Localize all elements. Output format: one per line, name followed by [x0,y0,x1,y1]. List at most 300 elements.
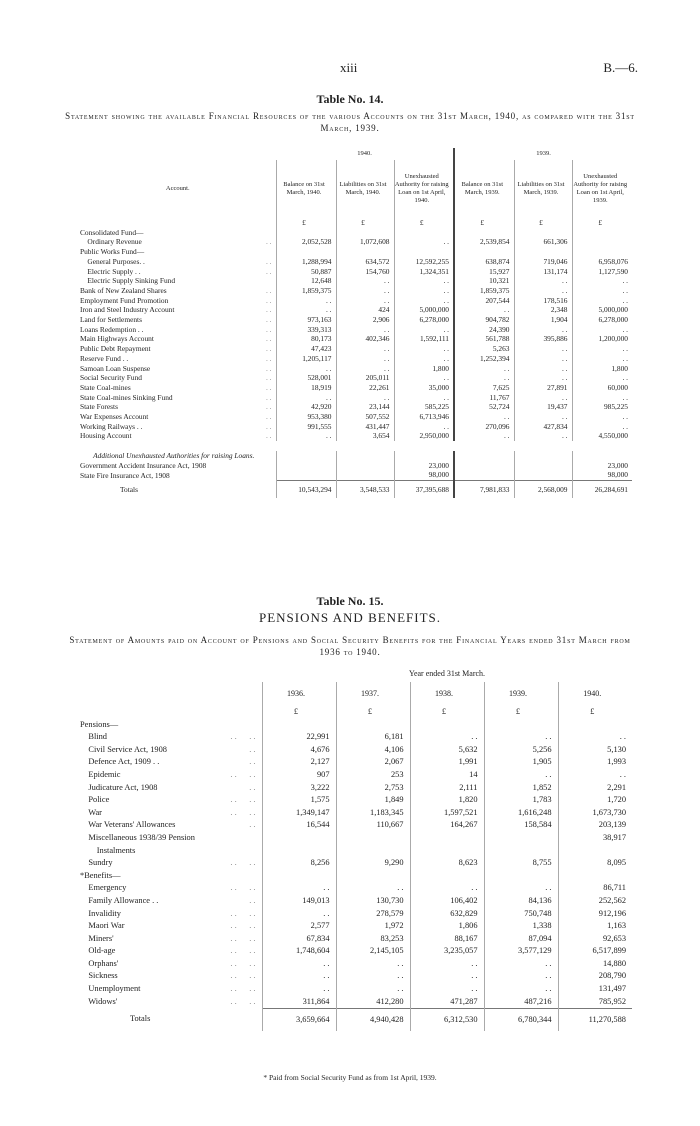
empty-cell [572,451,632,461]
value-cell: 2,753 [336,782,410,795]
leader-dots: . . [265,373,272,383]
value-cell: . . [394,286,454,296]
spacer [80,441,632,451]
value-cell: 1,859,375 [454,286,514,296]
value-cell [336,845,410,858]
value-cell: . . [484,983,558,996]
value-cell: . . [394,354,454,364]
value-cell: 1,324,351 [394,267,454,277]
table-row [80,996,632,1009]
value-cell: 1,575 [262,794,336,807]
account-name: Reserve Fund . . [80,353,129,363]
value-cell [484,870,558,883]
value-cell: 1,072,608 [336,237,394,247]
currency-row [80,706,632,719]
value-cell: 2,052,528 [276,237,336,247]
value-cell: . . [336,325,394,335]
value-cell: . . [558,731,632,744]
currency-symbol: £ [514,218,572,228]
leader-dots: . . [265,324,272,334]
value-cell: . . [410,731,484,744]
table-row [80,257,632,267]
leader-dots: . . . . [230,908,256,918]
value-cell: 1,904 [514,315,572,325]
value-cell: . . [394,344,454,354]
value-cell: 130,730 [336,895,410,908]
value-cell [336,247,394,257]
currency-spacer [80,706,262,719]
row-label [80,870,262,883]
table-row [80,412,632,422]
additional-heading-row [80,451,632,461]
value-cell: . . [454,305,514,315]
account-name: Working Railways . . [80,421,143,431]
value-cell: 632,829 [410,908,484,921]
table-row [80,756,632,769]
value-cell: 12,592,255 [394,257,454,267]
value-cell: 203,139 [558,819,632,832]
value-cell: . . [572,393,632,403]
leader-dots: . . [265,431,272,441]
leader-dots: . . [265,256,272,266]
leader-dots: . . [249,757,256,767]
value-cell: 88,167 [410,933,484,946]
leader-dots: . . . . [230,858,256,868]
item-name: Sickness [80,971,118,981]
value-cell: 1,183,345 [336,807,410,820]
leader-dots: . . [249,820,256,830]
value-cell: 207,544 [454,296,514,306]
leader-dots: . . [265,382,272,392]
value-cell: . . [394,296,454,306]
table-row [80,461,632,471]
value-cell: 1,616,248 [484,807,558,820]
value-cell [514,247,572,257]
value-cell: 395,886 [514,334,572,344]
table-row [80,782,632,795]
item-name: Judicature Act, 1908 [80,782,158,792]
table-row [80,393,632,403]
value-cell: 1,349,147 [262,807,336,820]
account-name: State Fire Insurance Act, 1908 [80,470,170,480]
col-header-account: Account. [165,185,190,192]
value-cell: . . [336,344,394,354]
account-name: Electric Supply Sinking Fund [80,276,176,286]
value-cell [454,470,514,480]
row-label [80,719,262,732]
item-name: Miners' [80,933,114,943]
account-name: Social Security Fund [80,373,142,383]
leader-dots: . . [265,402,272,412]
row-label [80,402,276,412]
account-name: Government Accident Insurance Act, 1908 [80,460,207,470]
item-name: Civil Service Act, 1908 [80,744,167,754]
value-cell: 1,783 [484,794,558,807]
leader-dots: . . [265,305,272,315]
leader-dots: . . [265,237,272,247]
row-label [80,247,276,257]
value-cell: 1,800 [572,364,632,374]
account-name: Employment Fund Promotion [80,295,169,305]
value-cell: 4,106 [336,744,410,757]
table-row [80,870,632,883]
table-row [80,344,632,354]
value-cell: 1,127,590 [572,267,632,277]
row-label [80,882,262,895]
row-label [80,857,262,870]
value-cell: 2,950,000 [394,431,454,441]
table-row [80,431,632,441]
value-cell: . . [336,882,410,895]
currency-symbol: £ [394,218,454,228]
row-label [80,845,262,858]
value-cell [262,719,336,732]
value-cell: . . [514,325,572,335]
account-name: Public Works Fund— [80,247,145,257]
value-cell [454,247,514,257]
value-cell: . . [572,412,632,422]
additional-heading: Additional Unexhausted Authorities for raising Loans. [93,451,255,461]
value-cell: 8,095 [558,857,632,870]
totals-row [80,1009,632,1031]
value-cell: 3,577,129 [484,945,558,958]
item-name: *Benefits— [80,870,121,880]
col-header: Unexhausted Authority for raising Loan on 1st April, 1939. [572,160,632,218]
leader-dots: . . [265,344,272,354]
value-cell: 719,046 [514,257,572,267]
value-cell: . . [484,731,558,744]
value-cell: 585,225 [394,402,454,412]
value-cell: . . [514,364,572,374]
table-row [80,908,632,921]
row-label [80,807,262,820]
empty-cell [514,451,572,461]
item-name: Invalidity [80,908,121,918]
value-cell: . . [276,296,336,306]
value-cell [276,470,336,480]
value-cell: 3,654 [336,431,394,441]
value-cell: . . [336,296,394,306]
empty-cell [394,451,454,461]
total-value: 3,548,533 [336,480,394,498]
value-cell: . . [514,412,572,422]
item-name: Epidemic [80,769,121,779]
account-name: Samoan Loan Suspense [80,363,151,373]
table-row [80,315,632,325]
value-cell: 5,256 [484,744,558,757]
table-row [80,237,632,247]
account-name: State Coal-mines Sinking Fund [80,392,173,402]
value-cell [484,719,558,732]
value-cell: 3,235,057 [410,945,484,958]
table15-statement: Statement of Amounts paid on Account of Pensions and Social Security Benefits for the Financial Years ended 31st March from 1936 to 1940. [69,635,631,657]
table-row [80,819,632,832]
value-cell [262,832,336,845]
table14-year-b: 1939. [454,148,632,160]
col-header: Unexhausted Authority for raising Loan on 1st April, 1940. [394,160,454,218]
value-cell: . . [410,970,484,983]
value-cell [484,832,558,845]
table-row [80,296,632,306]
leader-dots: . . [265,363,272,373]
value-cell: 67,834 [262,933,336,946]
table-row [80,286,632,296]
leader-dots: . . [265,392,272,402]
value-cell: . . [336,393,394,403]
table-row [80,334,632,344]
value-cell [336,719,410,732]
value-cell: . . [262,958,336,971]
value-cell [336,870,410,883]
col-header: Liabilities on 31st March, 1939. [514,160,572,218]
table-row [80,794,632,807]
value-cell: 9,290 [336,857,410,870]
value-cell: . . [276,364,336,374]
table-row [80,383,632,393]
item-name: Family Allowance . . [80,895,159,905]
value-cell: . . [572,286,632,296]
value-cell: 5,263 [454,344,514,354]
value-cell: 14,880 [558,958,632,971]
account-name: Bank of New Zealand Shares [80,285,167,295]
value-cell: . . [514,354,572,364]
value-cell: . . [336,354,394,364]
value-cell: 38,917 [558,832,632,845]
value-cell [276,228,336,238]
currency-symbol: £ [276,218,336,228]
leader-dots: . . [265,353,272,363]
value-cell: 3,222 [262,782,336,795]
value-cell: 6,713,946 [394,412,454,422]
row-label [80,731,262,744]
value-cell [410,845,484,858]
value-cell: 4,550,000 [572,431,632,441]
total-value: 6,780,344 [484,1009,558,1031]
table-row [80,373,632,383]
value-cell [454,228,514,238]
value-cell: . . [262,908,336,921]
value-cell: 19,437 [514,402,572,412]
value-cell [276,461,336,471]
value-cell: 1,163 [558,920,632,933]
value-cell: 164,267 [410,819,484,832]
row-label [80,794,262,807]
row-label [80,933,262,946]
value-cell: 638,874 [454,257,514,267]
value-cell: . . [558,769,632,782]
value-cell: 252,562 [558,895,632,908]
value-cell: 87,094 [484,933,558,946]
value-cell: 5,632 [410,744,484,757]
table14-statement: Statement showing the available Financial Resources of the various Accounts on the 31st March, 1940, as compared with the 31st March, 1939. [65,111,635,133]
value-cell: . . [336,958,410,971]
total-value: 4,940,428 [336,1009,410,1031]
value-cell: 1,972 [336,920,410,933]
leader-dots: . . . . [230,933,256,943]
leader-dots: . . [249,895,256,905]
row-label [80,364,276,374]
value-cell: . . [336,983,410,996]
value-cell [410,832,484,845]
value-cell: 912,196 [558,908,632,921]
row-label [80,393,276,403]
value-cell: . . [336,970,410,983]
leader-dots: . . [249,782,256,792]
year-header: 1937. [336,682,410,706]
table-row [80,857,632,870]
table-row [80,402,632,412]
value-cell: 1,288,994 [276,257,336,267]
value-cell: 561,788 [454,334,514,344]
row-label [80,908,262,921]
value-cell: 2,145,105 [336,945,410,958]
value-cell: 23,000 [572,461,632,471]
value-cell [558,870,632,883]
account-name: Ordinary Revenue [80,237,142,247]
page-number: xiii [340,60,358,75]
value-cell: 661,306 [514,237,572,247]
value-cell: 1,252,394 [454,354,514,364]
item-name: Pensions— [80,719,119,729]
document-reference: B.—6. [603,60,638,75]
value-cell: . . [484,958,558,971]
item-name: Defence Act, 1909 . . [80,757,160,767]
value-cell: . . [394,325,454,335]
value-cell: . . [394,237,454,247]
value-cell [572,237,632,247]
value-cell: . . [336,276,394,286]
value-cell: . . [262,882,336,895]
value-cell: 2,539,854 [454,237,514,247]
value-cell: . . [572,296,632,306]
value-cell [276,247,336,257]
value-cell [336,461,394,471]
value-cell: 208,790 [558,970,632,983]
item-name: Widows' [80,996,118,1006]
table-row [80,933,632,946]
value-cell: 5,130 [558,744,632,757]
value-cell: 253 [336,769,410,782]
value-cell: 634,572 [336,257,394,267]
value-cell: . . [572,325,632,335]
value-cell: . . [514,276,572,286]
value-cell: 47,423 [276,344,336,354]
value-cell: 154,760 [336,267,394,277]
value-cell: 907 [262,769,336,782]
row-label [80,296,276,306]
row-label [80,267,276,277]
table-row [80,958,632,971]
account-name: Main Highways Account [80,334,154,344]
value-cell: 24,390 [454,325,514,335]
table15-year-heading: Year ended 31st March. [408,668,486,678]
page-header [0,60,700,78]
row-label [80,895,262,908]
totals-label: Totals [130,1014,151,1024]
table-row [80,276,632,286]
row-label [80,958,262,971]
row-label [80,412,276,422]
row-label [80,354,276,364]
value-cell: . . [410,882,484,895]
value-cell: 60,000 [572,383,632,393]
year-header: 1938. [410,682,484,706]
value-cell: 8,256 [262,857,336,870]
table15-title: Table No. 15. [316,594,384,608]
leader-dots: . . . . [230,807,256,817]
col-header: Balance on 31st March, 1940. [276,160,336,218]
value-cell: 4,676 [262,744,336,757]
table-row [80,744,632,757]
value-cell: . . [514,431,572,441]
value-cell: 98,000 [394,470,454,480]
total-value: 7,981,833 [454,480,514,498]
value-cell: 83,253 [336,933,410,946]
leader-dots: . . [265,295,272,305]
value-cell: 6,278,000 [572,315,632,325]
totals-row [80,480,632,498]
table15-subtitle: PENSIONS AND BENEFITS. [259,610,441,625]
account-name: State Forests [80,402,118,412]
item-name: Sundry [80,858,113,868]
value-cell: 1,993 [558,756,632,769]
leader-dots: . . [265,285,272,295]
row-label [80,315,276,325]
table-row [80,731,632,744]
value-cell [558,719,632,732]
value-cell: . . [262,970,336,983]
row-label [80,769,262,782]
value-cell: . . [572,354,632,364]
value-cell: . . [336,364,394,374]
value-cell: 158,584 [484,819,558,832]
value-cell: 2,577 [262,920,336,933]
col-header: Liabilities on 31st March, 1940. [336,160,394,218]
value-cell: 973,163 [276,315,336,325]
currency-symbol: £ [336,706,410,719]
value-cell: . . [410,983,484,996]
table-row [80,267,632,277]
value-cell: 205,011 [336,373,394,383]
table-row [80,354,632,364]
account-name: State Coal-mines [80,382,131,392]
value-cell: . . [514,373,572,383]
leader-dots: . . [265,421,272,431]
item-name: Emergency [80,883,127,893]
row-label [80,325,276,335]
value-cell: 5,000,000 [394,305,454,315]
account-name: Consolidated Fund— [80,227,144,237]
value-cell: . . [572,344,632,354]
table-row [80,945,632,958]
value-cell: . . [262,983,336,996]
row-label [80,744,262,757]
currency-symbol: £ [484,706,558,719]
value-cell: . . [514,393,572,403]
value-cell: . . [572,422,632,432]
table-row [80,305,632,315]
total-value: 37,395,688 [394,480,454,498]
value-cell: 52,724 [454,402,514,412]
value-cell: 22,991 [262,731,336,744]
value-cell: 35,000 [394,383,454,393]
value-cell: 1,806 [410,920,484,933]
table-row [80,422,632,432]
table14-year-a: 1940. [357,150,372,157]
item-name: Miscellaneous 1938/39 Pension [80,832,195,842]
value-cell: 1,820 [410,794,484,807]
totals-label: Totals [120,484,138,494]
